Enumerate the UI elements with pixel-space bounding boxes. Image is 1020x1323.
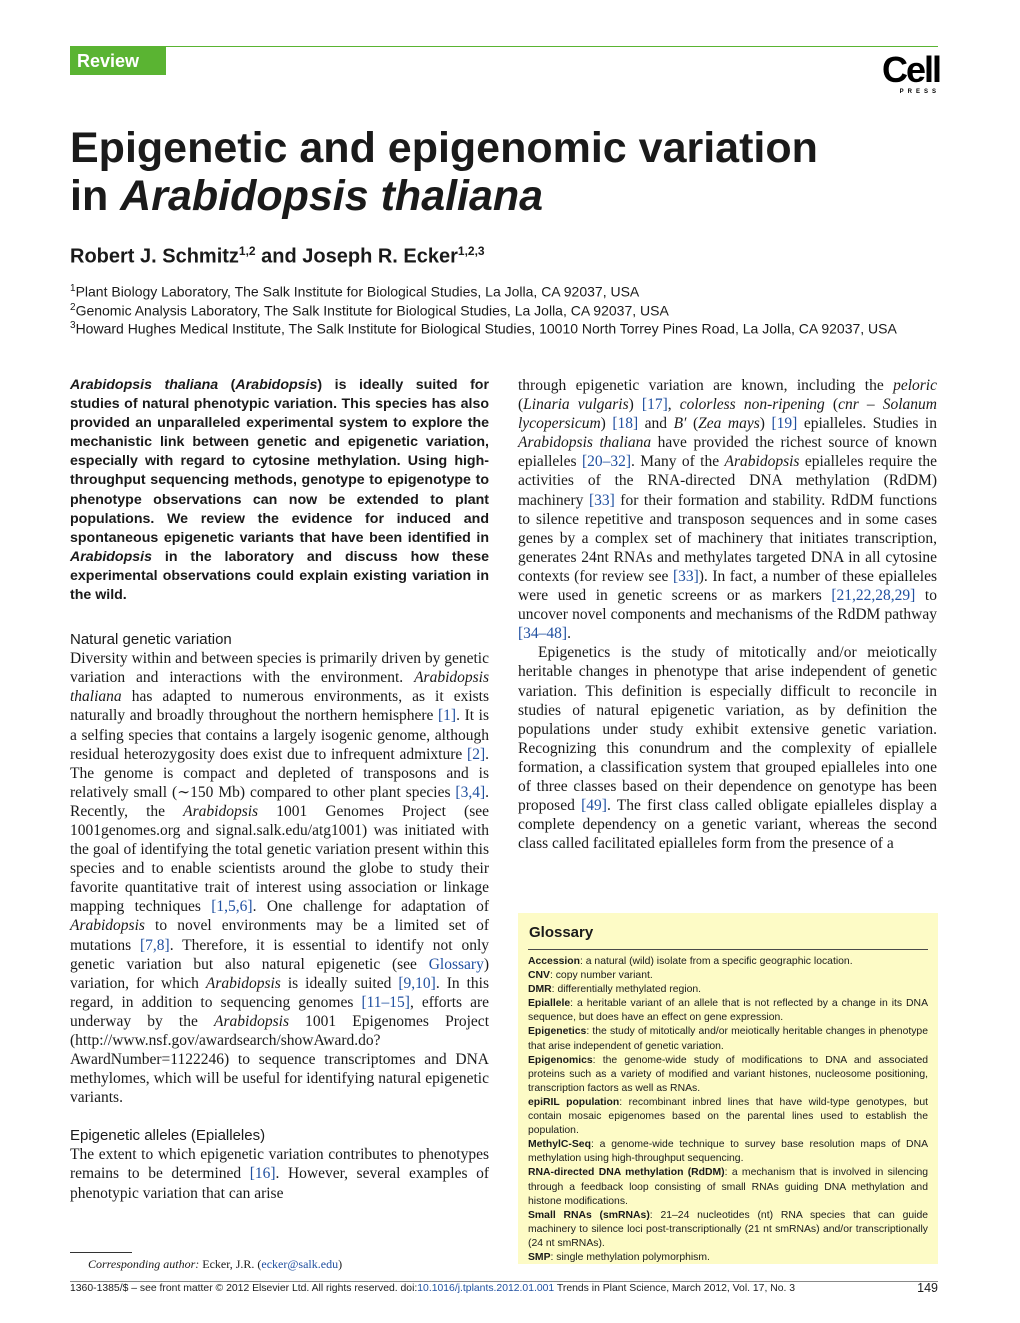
text-run: ) xyxy=(759,415,772,433)
title-line-2-prefix: in xyxy=(70,172,121,220)
author-name: Robert J. Schmitz xyxy=(70,245,239,268)
right-column xyxy=(518,376,937,853)
glossary-definition: : single methylation polymorphism. xyxy=(550,1251,710,1263)
italic-term: Arabidopsis xyxy=(70,917,145,935)
text-run: . xyxy=(567,625,571,643)
glossary-definition: : a genome-wide technique to survey base resolution maps of DNA methylation using high-throughput sequencing. xyxy=(528,1139,928,1165)
text-run: ( xyxy=(686,415,699,433)
italic-term: peloric xyxy=(893,377,937,394)
text-run: have provided the richest source of known epialleles xyxy=(518,434,937,471)
affiliation-number: 1 xyxy=(70,283,76,294)
text-run: ( xyxy=(518,396,524,414)
affiliation-text: Plant Biology Laboratory, The Salk Institute for Biological Studies, La Jolla, CA 92037, USA xyxy=(75,283,640,300)
footer-journal: Trends in Plant Science, March 2012, Vol. 17, No. 3 xyxy=(554,1283,796,1294)
glossary-definition: : recombinant inbred lines that have wild-type genotypes, but contain mosaic epigenomes based on the parental lines used to establish the population. xyxy=(528,1096,928,1137)
glossary-definition: : a heritable variant of an allele that is not reflected by a change in its DNA sequence, but does have an effect on gene expression. xyxy=(528,998,928,1024)
text-run: 1001 Epigenomes Project (http://www.nsf.gov/awardsearch/showAward.do?AwardNumber=1122246) to sequence transcriptomes and DNA methylomes, which will be useful for identifying natural epigenetic variants. xyxy=(70,1012,489,1107)
body-paragraph xyxy=(518,376,937,643)
text-run: to uncover novel components and mechanisms of the RdDM pathway xyxy=(518,587,937,624)
text-run: . In this regard, in addition to sequencing genomes xyxy=(70,974,489,1011)
doi-link[interactable]: 10.1016/j.tplants.2012.01.001 xyxy=(417,1283,555,1294)
text-run: Diversity within and between species is primarily driven by genetic variation and interactions with the environment. xyxy=(70,650,489,687)
abstract-segment: ( xyxy=(218,377,236,393)
text-run: , efforts are underway by the xyxy=(70,993,490,1030)
glossary-term: Epigenetics xyxy=(528,1026,587,1038)
glossary-list xyxy=(528,955,928,1265)
glossary-term: Accession xyxy=(528,956,580,967)
title-line-1: Epigenetic and epigenomic variation xyxy=(70,124,818,172)
left-column xyxy=(70,376,489,1203)
header-rule xyxy=(70,46,938,47)
glossary-term: RNA-directed DNA methylation (RdDM) xyxy=(528,1167,725,1179)
page-number: 149 xyxy=(917,1281,938,1295)
abstract-segment: ) is ideally suited for studies of natural phenotypic variation. This species has also provided an unparalleled experimental system to explore the mechanistic link between genetic and epigenetic variation, especially with regard to cytosine methylation. Using high-throughput sequencing methods, genotype to epigenotype to phenotype observations can now be extended to plant populations. We review the evidence for induced and spontaneous epigenetic variants that have been identified in xyxy=(70,377,489,546)
glossary-item xyxy=(528,997,928,1025)
glossary-term: epiRIL population xyxy=(528,1096,620,1108)
glossary-title: Glossary xyxy=(529,924,594,941)
italic-term: Arabidopsis xyxy=(214,1012,289,1030)
text-run: epialleles require the activities of the RNA-directed DNA methylation (RdDM) machinery xyxy=(518,453,938,509)
article-title xyxy=(70,124,950,220)
text-run: . Therefore, it is essential to identify not only genetic variation but also natural epigenetic (see xyxy=(70,936,490,973)
text-run: . However, several examples of phenotypic variation that can arise xyxy=(70,1165,489,1202)
reference-link[interactable]: Glossary xyxy=(428,955,484,973)
author-affil-sup: 1,2 xyxy=(238,244,256,258)
text-run: The extent to which epigenetic variation contributes to phenotypes remains to be determined xyxy=(70,1146,489,1183)
glossary-definition: : copy number variant. xyxy=(549,970,653,982)
affiliation-text: Genomic Analysis Laboratory, The Salk Institute for Biological Studies, La Jolla, CA 92037, USA xyxy=(75,302,669,319)
glossary-definition: : a mechanism that is involved in silencing through a feedback loop consisting of small RNAs guiding DNA methylation and histone modifications. xyxy=(528,1167,928,1207)
reference-link[interactable]: [7,8] xyxy=(140,936,170,954)
reference-link[interactable]: [3,4] xyxy=(455,783,486,801)
text-run: , xyxy=(667,396,680,414)
italic-term: Zea mays xyxy=(698,415,760,433)
italic-term: Solanum lycopersicum xyxy=(518,396,937,433)
italic-term: Arabidopsis thaliana xyxy=(70,669,489,706)
glossary-definition: : the study of mitotically and/or meiotically heritable changes in phenotype that arise independent of genetic variation. xyxy=(528,1026,928,1052)
glossary-item xyxy=(528,969,928,983)
reference-link[interactable]: [1] xyxy=(438,707,457,725)
glossary-item xyxy=(528,1138,928,1166)
text-run: 1001 Genomes Project (see 1001genomes.org and signal.salk.edu/atg1001) was initiated with the goal of identifying the total genetic variation present within this species and to enable scientists around the globe to study their favorite quantitative trait of interest using association or linkage mapping techniques xyxy=(70,802,489,916)
glossary-item xyxy=(528,1251,928,1265)
text-run: ). In fact, a number of these epialleles were used in genetic screens or as markers xyxy=(518,567,937,605)
text-run: . Recently, the xyxy=(70,783,489,820)
corresponding-author-note xyxy=(88,1257,342,1272)
abstract-segment: Arabidopsis thaliana xyxy=(70,377,219,393)
glossary-definition: : a natural (wild) isolate from a specific geographic location. xyxy=(579,956,853,967)
italic-term: Linaria vulgaris xyxy=(523,396,629,414)
abstract-segment: Arabidopsis xyxy=(70,548,152,565)
reference-link[interactable]: [49] xyxy=(581,797,607,815)
abstract xyxy=(70,376,489,605)
italic-term: Arabidopsis xyxy=(205,974,281,992)
text-run: ( xyxy=(824,396,839,414)
abstract-segment: in the laboratory and discuss how these experimental observations could explain existing variation in the wild. xyxy=(70,548,489,604)
footnote-label: Corresponding author: xyxy=(88,1257,200,1271)
affiliation-number: 2 xyxy=(70,302,76,313)
reference-link[interactable]: [18] xyxy=(612,415,639,433)
logo-sub-text: PRESS xyxy=(899,89,940,95)
text-run: epialleles. Studies in xyxy=(797,415,937,433)
affiliation-text: Howard Hughes Medical Institute, The Salk Institute for Biological Studies, 10010 North Torrey Pines Road, La Jolla, CA 92037, USA xyxy=(75,320,897,337)
abstract-segment: Arabidopsis xyxy=(235,377,318,393)
glossary-term: SMP xyxy=(528,1251,551,1263)
glossary-item xyxy=(528,1166,928,1208)
italic-term: Arabidopsis thaliana xyxy=(518,434,652,452)
affiliation-number: 3 xyxy=(70,320,76,331)
text-run: to novel environments may be a limited set of mutations xyxy=(70,917,489,954)
logo-main-text: Cell xyxy=(881,49,940,90)
glossary-rule xyxy=(528,949,928,950)
text-run: – xyxy=(858,396,883,414)
text-run: and xyxy=(638,415,674,433)
body-paragraph xyxy=(518,643,937,853)
text-run: . The genome is compact and depleted of transposons and is relatively small (∼150 Mb) compared to other plant species xyxy=(70,745,489,801)
affiliation xyxy=(70,280,639,301)
footnote-rule xyxy=(70,1252,132,1253)
reference-link[interactable]: [17] xyxy=(641,396,668,414)
footer-citation xyxy=(70,1283,795,1294)
footer-rule xyxy=(70,1281,938,1282)
article-type-tag: Review xyxy=(70,47,166,75)
glossary-item xyxy=(528,1209,928,1251)
glossary-term: CNV xyxy=(528,970,550,982)
reference-link[interactable]: [9,10] xyxy=(398,974,436,992)
author-conjunction: and xyxy=(255,245,303,268)
glossary-term: MethylC-Seq xyxy=(528,1139,591,1151)
footnote-name: Ecker, J.R. ( xyxy=(199,1257,262,1271)
reference-link[interactable]: [20–32] xyxy=(581,453,632,471)
reference-link[interactable]: [33] xyxy=(588,491,615,509)
glossary-term: Epigenomics xyxy=(528,1054,593,1066)
text-run: Epigenetics is the study of mitotically and/or meiotically heritable changes in phenotype that arise independent of genetic variation. This definition is especially difficult to reconcile in studies of natural epigenetic variation, as by definition the populations under study exhibit extensive genetic variation. Recognizing this conundrum and the complexity of epiallele formation, a classification system that grouped epialleles into one of three classes based on their dependence on genotype has been proposed xyxy=(518,644,937,815)
email-link[interactable]: ecker@salk.edu xyxy=(261,1257,339,1271)
footer-copyright: 1360-1385/$ – see front matter © 2012 Elsevier Ltd. All rights reserved. doi: xyxy=(70,1283,418,1294)
glossary-term: Epiallele xyxy=(528,998,571,1010)
reference-link[interactable]: [11–15] xyxy=(361,993,410,1011)
text-run: ) xyxy=(600,415,613,433)
author-list xyxy=(70,244,485,269)
glossary-definition: : differentially methylated region. xyxy=(551,984,702,996)
glossary-item xyxy=(528,1025,928,1053)
text-run: through epigenetic variation are known, including the xyxy=(518,377,894,394)
reference-link[interactable]: [19] xyxy=(771,415,798,433)
italic-term: Arabidopsis xyxy=(724,453,800,471)
glossary-definition: : the genome-wide study of modifications to DNA and associated proteins such as a variety of modified and variant histones, nucleosome positioning, transcription factors as well as RNAs. xyxy=(528,1054,928,1094)
glossary-term: Small RNAs (smRNAs) xyxy=(528,1209,650,1221)
cell-press-logo xyxy=(878,49,940,96)
glossary-item xyxy=(528,955,928,969)
reference-link[interactable]: [34–48] xyxy=(518,625,568,643)
text-run: ) variation, for which xyxy=(70,955,489,992)
author-affil-sup: 1,2,3 xyxy=(457,244,485,258)
body-paragraph xyxy=(70,649,489,1107)
glossary-item xyxy=(528,1096,928,1138)
text-run: . The first class called obligate epialleles display a complete dependency on a genetic variant, whereas the second class called facilitated epialleles form from the presence of a xyxy=(518,797,938,853)
text-run: . It is a selfing species that contains a largely isogenic genome, although residual heterozygosity does exist due to infrequent admixture xyxy=(70,707,489,763)
text-run: . Many of the xyxy=(631,453,725,471)
text-run: ) xyxy=(628,396,642,414)
italic-term: Arabidopsis xyxy=(183,802,259,820)
reference-link[interactable]: [16] xyxy=(249,1165,276,1183)
footnote-close: ) xyxy=(338,1257,343,1271)
italic-term: cnr xyxy=(838,396,859,414)
reference-link[interactable]: [33] xyxy=(672,567,699,585)
text-run: is ideally suited xyxy=(280,974,399,992)
glossary-item xyxy=(528,1054,928,1096)
title-line-2-species: Arabidopsis thaliana xyxy=(120,172,544,220)
section-heading: Natural genetic variation xyxy=(70,631,232,649)
reference-link[interactable]: [1,5,6] xyxy=(211,898,253,916)
text-run: . One challenge for adaptation of xyxy=(252,898,489,916)
section-heading: Epigenetic alleles (Epialleles) xyxy=(70,1127,266,1145)
italic-term: colorless non-ripening xyxy=(679,396,825,414)
text-run: for their formation and stability. RdDM functions to silence repetitive and transposon sequences and in some cases genes by a complex set of machinery that initiates transcription, generates 24nt RNAs and methylates targeted DNA in all cytosine contexts (for review see xyxy=(518,491,937,585)
italic-term: B′ xyxy=(673,415,687,433)
text-run: has adapted to numerous environments, as it exists naturally and broadly throughout the northern hemisphere xyxy=(70,688,489,725)
author-name: Joseph R. Ecker xyxy=(302,245,458,268)
body-paragraph xyxy=(70,1145,489,1202)
glossary-definition: : 21–24 nucleotides (nt) RNA species that can guide machinery to silence loci post-transcriptionally (21 nt smRNAs) and/or transcriptionally (24 nt smRNAs). xyxy=(528,1209,929,1249)
reference-link[interactable]: [21,22,28,29] xyxy=(831,587,916,605)
glossary-item xyxy=(528,983,928,997)
glossary-term: DMR xyxy=(528,984,552,996)
affiliation xyxy=(70,317,897,338)
glossary-box xyxy=(518,913,938,1264)
reference-link[interactable]: [2] xyxy=(467,745,486,763)
